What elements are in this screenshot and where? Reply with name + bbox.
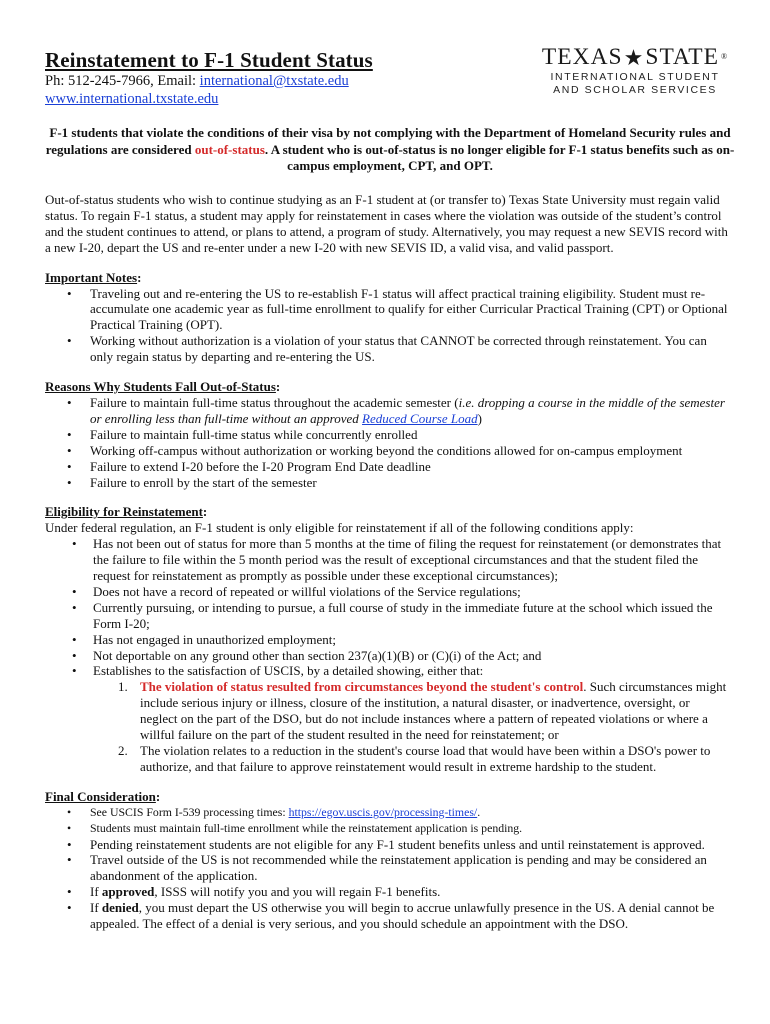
bullet-icon: • [72, 583, 77, 599]
list-item-text: Failure to maintain full-time status while concurrently enrolled [90, 426, 418, 442]
sub-item-text: The violation relates to a reduction in the student's course load that would have been within a DSO's power to authorize, and that failure to approve reinstatement would result in extreme hardship to the student. [140, 743, 711, 774]
logo-wordmark [535, 44, 735, 71]
phone-label: Ph: 512-245-7966, Email: [45, 73, 200, 89]
reasons-heading-text: Reasons Why Students Fall Out-of-Status [45, 379, 276, 395]
logo-line-2: AND SCHOLAR SERVICES [553, 84, 717, 96]
denied-word: denied [101, 900, 139, 916]
eligibility-heading: Eligibility for Reinstatement: [45, 504, 208, 520]
list-item-text: Pending reinstatement students are not eligible for any F-1 student benefits unless and until reinstatement is approved. [90, 836, 705, 852]
important-notes-heading-text: Important Notes [45, 269, 138, 285]
list-item-text: If [90, 900, 102, 916]
list-item-text-rest: , ISSS will notify you and you will regain F-1 benefits. [154, 884, 441, 900]
document-title: Reinstatement to F-1 Student Status [45, 48, 373, 72]
important-notes-heading: Important Notes: [45, 269, 142, 285]
list-item [45, 648, 730, 664]
list-item-text: Does not have a record of repeated or willful violations of the Service regulations; [93, 583, 521, 599]
bullet-icon: • [67, 900, 72, 916]
registered-mark: ® [721, 52, 729, 61]
bullet-icon: • [67, 333, 72, 349]
list-item-text: Traveling out and re-entering the US to re-establish F-1 status will affect practical training eligibility. Student must re-accumulate one academic year as full-time enrollment to qualify for either Curricular Practical Training (CPT) or Optional Practical Training (OPT). [90, 285, 728, 333]
list-item-text: If [90, 884, 102, 900]
processing-times-link[interactable]: https://egov.uscis.gov/processing-times/ [288, 804, 478, 819]
list-item [45, 600, 730, 632]
bullet-icon: • [67, 820, 72, 835]
reduced-course-load-link[interactable]: Reduced Course Load [362, 410, 478, 426]
list-item [45, 821, 730, 837]
bullet-icon: • [67, 852, 72, 868]
texas-state-logo [535, 44, 735, 108]
final-consideration-list [45, 805, 730, 932]
star-icon: ★ [623, 45, 645, 70]
final-heading-text: Final Consideration [45, 788, 156, 804]
logo-line-1: INTERNATIONAL STUDENT [550, 71, 720, 83]
list-item-text: Students must maintain full-time enrollment while the reinstatement application is pending. [90, 820, 523, 835]
email-link[interactable]: international@txstate.edu [199, 73, 349, 89]
sub-item-text: . Such circumstances might include serious injury or illness, closure of the institution, a natural disaster, or inadvertence, oversight, or neglect on the part of the DSO, but do not include instances where a pattern of repeated violations or where a willful failure on the part of the student resulted in the need for reinstatement; or [140, 679, 727, 743]
list-item [45, 837, 730, 853]
list-item-text: Establishes to the satisfaction of USCIS, by a detailed showing, either that: [93, 663, 484, 679]
list-item [45, 805, 730, 821]
important-notes-section [45, 270, 730, 365]
list-item [45, 395, 730, 427]
beyond-control-highlight: The violation of status resulted from circumstances beyond the student's control [140, 679, 584, 695]
list-item-end: ) [477, 410, 482, 426]
overview-paragraph: Out-of-status students who wish to continue studying as an F-1 student at (or transfer to) Texas State University must regain valid status. To regain F-1 status, a student may apply for reinstatement in cases where the violation was outside of the student’s control and the student continues to attend, or plans to attend, a program of study. Alternatively, you may request a new SEVIS record with a new I-20, depart the US and re-enter under a new I-20 with new SEVIS ID, a valid visa, and valid passport. [45, 192, 728, 255]
reasons-list [45, 395, 730, 490]
bullet-icon: • [67, 426, 72, 442]
list-item-text: Travel outside of the US is not recommended while the reinstatement application is pending and may be considered an abandonment of the application. [90, 852, 707, 884]
list-item [45, 286, 730, 334]
bullet-icon: • [72, 647, 77, 663]
list-item-text: Has not engaged in unauthorized employment; [93, 631, 336, 647]
reasons-section [45, 379, 730, 490]
approved-word: approved [101, 884, 155, 900]
list-item-text: Failure to extend I-20 before the I-20 Program End Date deadline [90, 458, 431, 474]
list-item-text: Working off-campus without authorization or working beyond the conditions allowed for on-campus employment [90, 442, 683, 458]
document-body [45, 192, 730, 946]
sub-item-number: 2. [118, 743, 128, 758]
list-item-text: Failure to maintain full-time status throughout the academic semester ( [90, 394, 459, 410]
list-item-text: Not deportable on any ground other than section 237(a)(1)(B) or (C)(i) of the Act; and [93, 647, 542, 663]
list-item [45, 884, 730, 900]
list-item-text: See USCIS Form I-539 processing times: [90, 804, 289, 819]
sub-list-item [45, 743, 730, 775]
bullet-icon: • [67, 458, 72, 474]
reasons-heading: Reasons Why Students Fall Out-of-Status: [45, 379, 281, 395]
final-consideration-heading: Final Consideration: [45, 788, 161, 804]
bullet-icon: • [72, 536, 77, 552]
intro-statement [45, 125, 735, 175]
list-item [45, 475, 730, 491]
bullet-icon: • [67, 804, 72, 819]
eligibility-section [45, 504, 730, 774]
eligibility-sub-list [45, 679, 730, 774]
sub-item-number: 1. [118, 679, 128, 695]
list-item [45, 333, 730, 365]
list-item [45, 459, 730, 475]
list-item [45, 443, 730, 459]
list-item-text: Failure to enroll by the start of the semester [90, 474, 317, 490]
bullet-icon: • [72, 599, 77, 615]
bullet-icon: • [67, 442, 72, 458]
logo-word-right: STATE [645, 44, 719, 70]
sub-list-item [45, 679, 730, 743]
bullet-icon: • [67, 394, 72, 410]
list-item-text: Has not been out of status for more than 5 months at the time of filing the request for reinstatement (or demonstrates that the failure to file within the 5 month period was the result of exceptional circumstances and that the student filed the request for reinstatement as promptly as possible under these exceptional circumstances); [93, 536, 722, 584]
out-of-status-highlight: out-of-status [194, 141, 265, 157]
intro-text-2: . A student who is out-of-status is no longer eligible for F-1 status benefits such as on-campus employment, CPT, and OPT. [264, 141, 735, 173]
bullet-icon: • [67, 884, 72, 900]
list-item [45, 663, 730, 679]
bullet-icon: • [67, 474, 72, 490]
list-item [45, 900, 730, 932]
eligibility-lead: Under federal regulation, an F-1 student is only eligible for reinstatement if all of the following conditions apply: [45, 520, 634, 536]
bullet-icon: • [67, 836, 72, 852]
logo-word-left: TEXAS [541, 44, 623, 70]
list-item-text-rest: , you must depart the US otherwise you will begin to accrue unlawfully presence in the US. A denial cannot be appealed. The effect of a denial is very serious, and you should schedule an appointment with the DSO. [90, 900, 715, 932]
important-notes-list [45, 286, 730, 366]
list-item-end: . [477, 804, 481, 819]
bullet-icon: • [72, 631, 77, 647]
intro-text-1: F-1 students that violate the conditions of their visa by not complying with the Department of Homeland Security rules and regulations are considered [45, 125, 731, 157]
list-item-text: Working without authorization is a violation of your status that CANNOT be corrected through reinstatement. You can only regain status by departing and re-entering the US. [90, 333, 707, 365]
list-item [45, 852, 730, 884]
eligibility-heading-text: Eligibility for Reinstatement [45, 504, 203, 520]
list-item [45, 632, 730, 648]
eligibility-list [45, 536, 730, 679]
document-header [45, 44, 735, 114]
bullet-icon: • [67, 285, 72, 301]
list-item-text: Currently pursuing, or intending to pursue, a full course of study in the immediate future at the school which issued the Form I-20; [93, 599, 713, 631]
contact-info [45, 72, 349, 108]
bullet-icon: • [72, 663, 77, 679]
list-item [45, 427, 730, 443]
list-item [45, 536, 730, 584]
final-consideration-section [45, 789, 730, 932]
website-link[interactable]: www.international.txstate.edu [45, 91, 219, 107]
list-item [45, 584, 730, 600]
list-item-italic: i.e. dropping a course in the middle of the semester or enrolling less than full-time without an approved [90, 394, 725, 426]
